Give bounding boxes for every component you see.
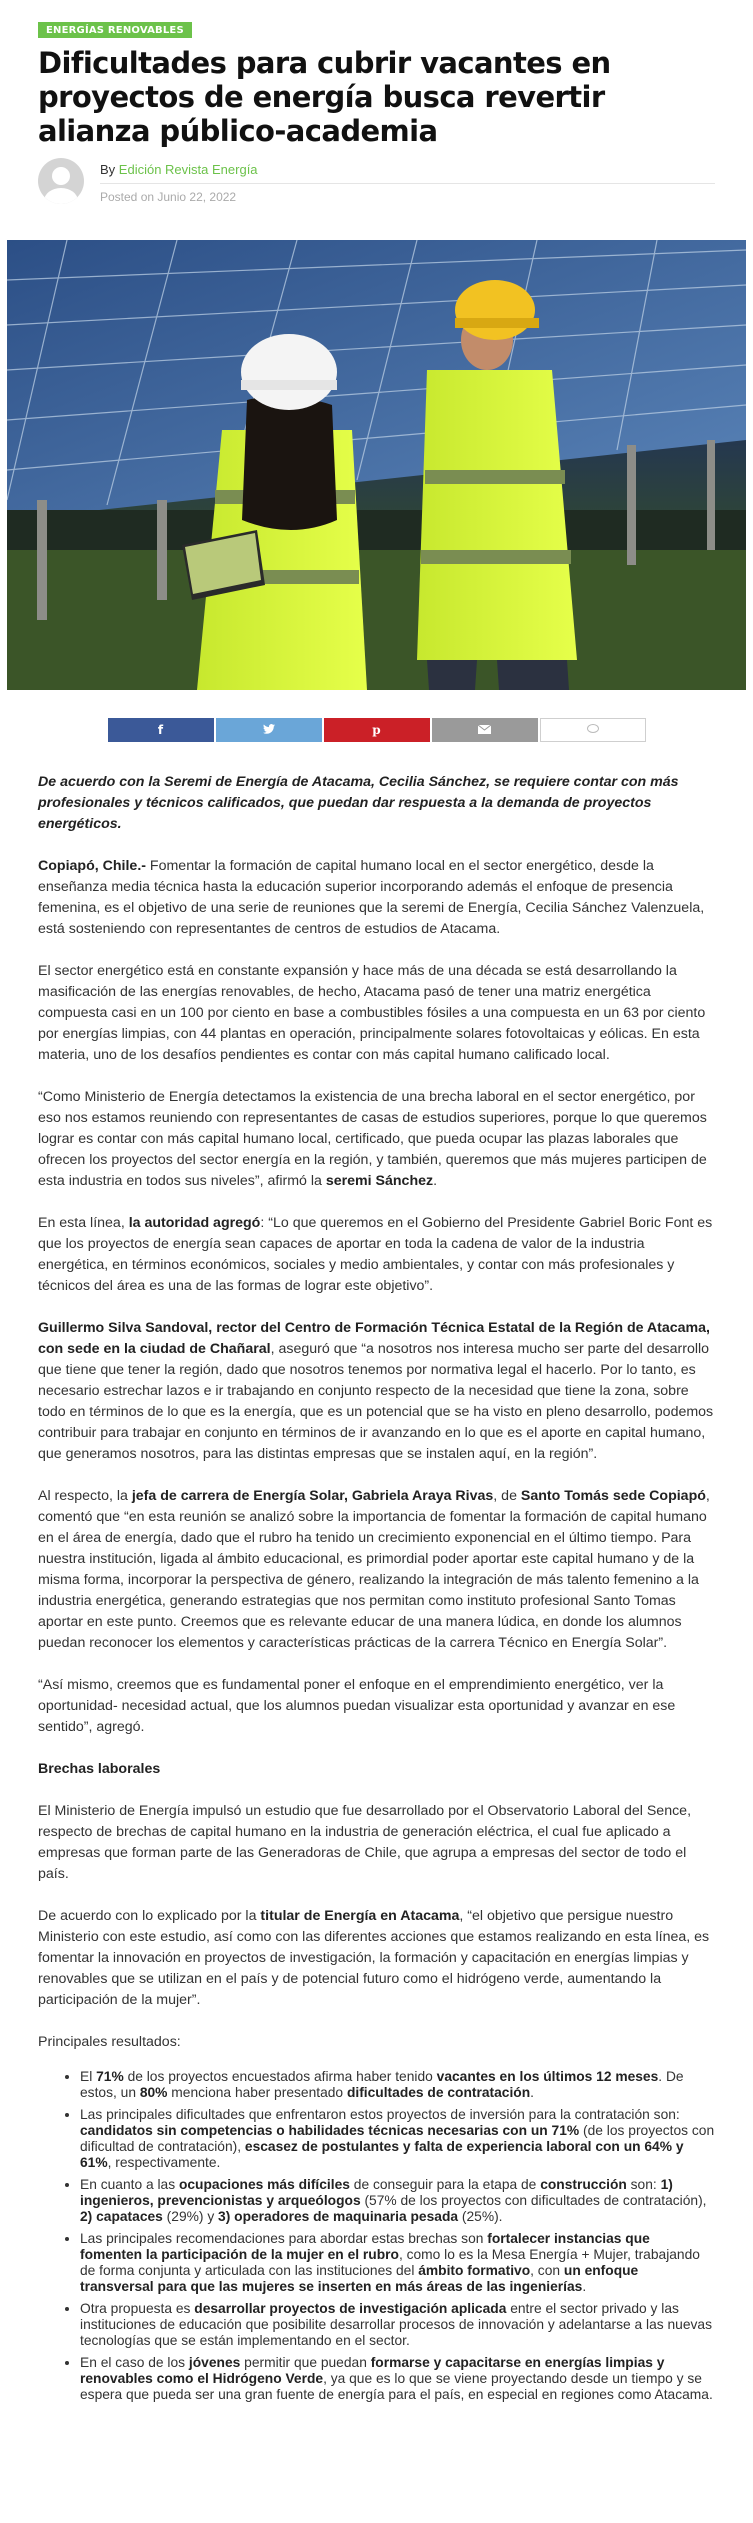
list-item: • Otra propuesta es desarrollar proyectos de investigación aplicada entre el sector privado y las instituciones de educación que posibilite desarrollar procesos de innovación y adelantarse a las nuevas tecnologías que se están implementando en el sector. — [80, 2301, 715, 2349]
share-bar — [0, 718, 753, 742]
article-lead: De acuerdo con la Seremi de Energía de Atacama, Cecilia Sánchez, se requiere contar con más profesionales y técnicos calificados, que puedan dar respuesta a la demanda de proyectos energéticos. — [38, 774, 679, 832]
author-link[interactable]: Edición Revista Energía — [118, 162, 258, 177]
author-meta — [100, 158, 715, 204]
hero-image — [7, 240, 746, 690]
comment-button[interactable] — [540, 718, 646, 742]
envelope-icon — [478, 723, 491, 737]
share-facebook-button[interactable] — [108, 718, 214, 742]
list-item: • En cuanto a las ocupaciones más difíciles de conseguir para la etapa de construcción son: 1) ingenieros, prevencionistas y arqueólogos (57% de los proyectos con dificultades de contratación), 2) capataces (29%) y 3) operadores de maquinaria pesada (25%). — [80, 2177, 715, 2225]
author-avatar — [38, 158, 84, 204]
paragraph: Guillermo Silva Sandoval, rector del Centro de Formación Técnica Estatal de la Región de Atacama, con sede en la ciudad de Chañaral, aseguró que “a nosotros nos interesa mucho ser parte del desarrollo que tiene que tener la región, dado que nosotros tenemos por normativa legal el hacerlo. Por lo tanto, es necesario estrechar lazos e ir trabajando en conjunto respecto de la necesidad que tiene la zona, sobre todo en términos de lo que es la energía, que es un potencial que se ha visto en pleno desarrollo, podemos contribuir para trabajar en conjunto en términos de ir avanzando en lo que es el aporte en capital humano, que generamos nosotros, para las distintas empresas que se instalen aquí, en la región”. — [38, 1320, 714, 1462]
section-heading: Brechas laborales — [38, 1761, 161, 1777]
paragraph: En esta línea, la autoridad agregó: “Lo que queremos en el Gobierno del Presidente Gabriel Boric Font es que los proyectos de energía sean capaces de aportar en toda la cadena de valor de la industria energética, en términos económicos, sociales y medio ambientales, y contar con más profesionales y técnicos del área es una de las formas de lograr este objetivo”. — [38, 1215, 713, 1294]
article-title: Dificultades para cubrir vacantes en proyectos de energía busca revertir alianza público-academia — [38, 46, 611, 148]
list-item: • Las principales dificultades que enfrentaron estos proyectos de inversión para la contratación son: candidatos sin competencias o habilidades técnicas necesarias con un 71% (de los proyectos con dificultad de contratación), escasez de postulantes y falta de experiencia laboral con un 64% y 61%, respectivamente. — [80, 2107, 715, 2171]
results-list — [80, 2069, 715, 2403]
category-badge[interactable]: ENERGÍAS RENOVABLES — [38, 22, 192, 38]
facebook-icon: f — [157, 723, 164, 737]
paragraph: Copiapó, Chile.- Fomentar la formación de capital humano local en el sector energético, desde la enseñanza media técnica hasta la educación superior incorporando además el enfoque de presencia femenina, es el objetivo de una serie de reuniones que la seremi de Energía, Cecilia Sánchez Valenzuela, está sosteniendo con representantes de centros de estudios de Atacama. — [38, 858, 705, 937]
paragraph: Principales resultados: — [38, 2034, 181, 2050]
article-body — [0, 772, 753, 2403]
article-header — [0, 0, 753, 204]
pinterest-icon: p — [372, 723, 381, 737]
share-pinterest-button[interactable] — [324, 718, 430, 742]
paragraph: “Como Ministerio de Energía detectamos la existencia de una brecha laboral en el sector energético, por eso nos estamos reuniendo con representantes de casas de estudios superiores, porque lo que queremos lograr es contar con más capital humano local, certificado, que pueda ocupar las plazas laborales que ofrecen los proyectos del sector energía en la región, y también, queremos que más mujeres participen de esta industria en todos sus niveles”, afirmó la seremi Sánchez. — [38, 1089, 707, 1189]
paragraph: El Ministerio de Energía impulsó un estudio que fue desarrollado por el Observatorio Laboral del Sence, respecto de brechas de capital humano en la industria de generación eléctrica, el cual fue aplicado a empresas que forman parte de las Generadoras de Chile, que agrupa a empresas del sector de todo el país. — [38, 1803, 692, 1882]
share-email-button[interactable] — [432, 718, 538, 742]
paragraph: El sector energético está en constante expansión y hace más de una década se está desarrollando la masificación de las energías renovables, de hecho, Atacama pasó de tener una matriz energética compuesta casi en un 100 por ciento en base a combustibles fósiles a una compuesta en un 63 por ciento por energías limpias, con 44 plantas en operación, principalmente solares fotovoltaicas y eólicas. En esta materia, uno de los desafíos pendientes es contar con más capital humano calificado local. — [38, 963, 706, 1063]
byline-prefix: By — [100, 162, 116, 177]
speech-bubble-icon — [587, 723, 599, 737]
list-item: • Las principales recomendaciones para abordar estas brechas son fortalecer instancias que fomenten la participación de la mujer en el rubro, como lo es la Mesa Energía + Mujer, trabajando de forma conjunta y articulada con las instituciones del ámbito formativo, con un enfoque transversal para que las mujeres se inserten en más áreas de las ingenierías. — [80, 2231, 715, 2295]
post-date: Posted on Junio 22, 2022 — [100, 190, 237, 204]
share-twitter-button[interactable] — [216, 718, 322, 742]
byline — [100, 158, 715, 184]
paragraph: “Así mismo, creemos que es fundamental poner el enfoque en el emprendimiento energético, ver la oportunidad- necesidad actual, que los alumnos puedan visualizar esta oportunidad y avanzar en ese sentido”, agregó. — [38, 1677, 676, 1735]
paragraph: Al respecto, la jefa de carrera de Energía Solar, Gabriela Araya Rivas, de Santo Tomás sede Copiapó, comentó que “en esta reunión se analizó sobre la importancia de fomentar la formación de capital humano en el área de energía, dado que el rubro ha tenido un crecimiento exponencial en el último tiempo. Para nuestra institución, ligada al ámbito educacional, es primordial poder aportar este capital humano y de la misma forma, incorporar la perspectiva de género, realizando la integración de más talento femenino a la industria energética, generando estrategias que nos permitan como instituto profesional Santo Tomas aportar en este punto. Creemos que es relevante educar de una manera lúdica, en donde los alumnos puedan reconocer los elementos y características prácticas de la carrera Técnico en Energía Solar”. — [38, 1488, 710, 1651]
paragraph: De acuerdo con lo explicado por la titular de Energía en Atacama, “el objetivo que persigue nuestro Ministerio con este estudio, así como con las diferentes acciones que estamos realizando en esta línea, es fomentar la innovación en proyectos de investigación, la formación y capacitación en energías limpias y renovables que se utilizan en el país y de potencial futuro como el hidrógeno verde, aumentando la participación de la mujer”. — [38, 1908, 710, 2008]
list-item: • El 71% de los proyectos encuestados afirma haber tenido vacantes en los últimos 12 meses. De estos, un 80% menciona haber presentado dificultades de contratación. — [80, 2069, 715, 2101]
author-row — [38, 158, 715, 204]
dateline: Copiapó, Chile.- — [38, 858, 146, 874]
twitter-icon — [263, 723, 275, 737]
list-item: • En el caso de los jóvenes permitir que puedan formarse y capacitarse en energías limpias y renovables como el Hidrógeno Verde, ya que es lo que se viene proyectando desde un tiempo y se espera que pueda ser una gran fuente de energía para el país, en especial en regiones como Atacama. — [80, 2355, 715, 2403]
